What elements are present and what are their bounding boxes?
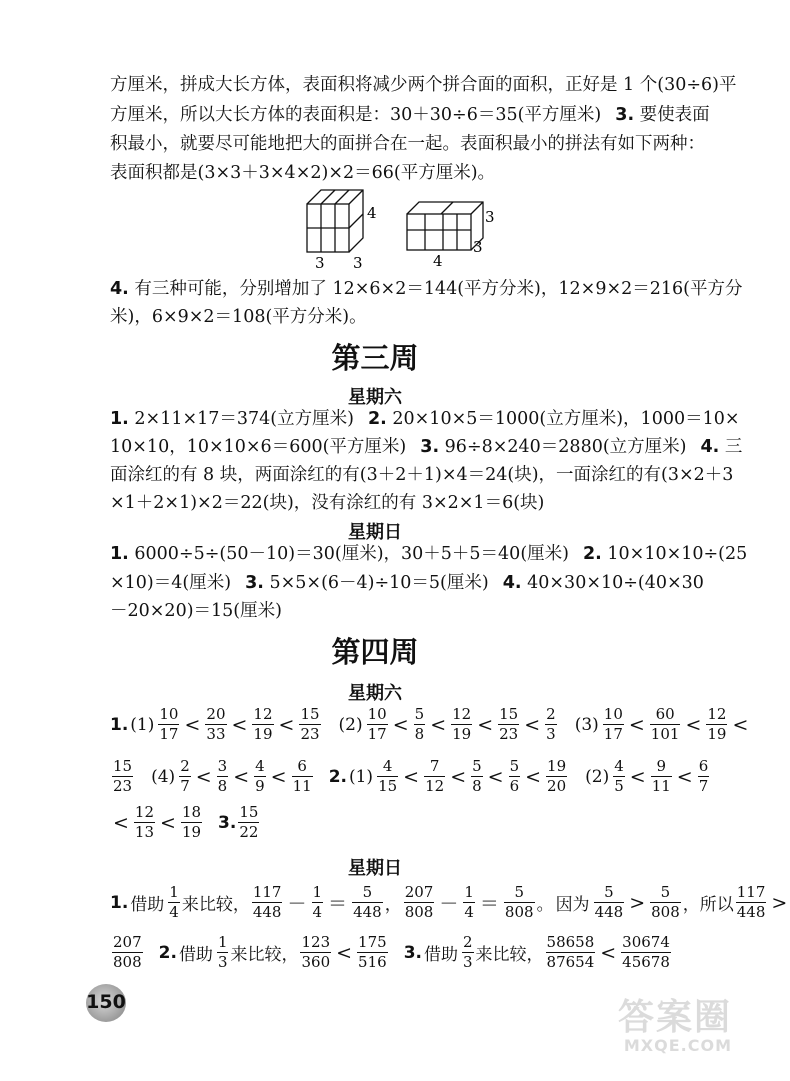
- fraction: [299, 706, 320, 743]
- denominator: 22: [239, 823, 259, 841]
- numerator: 5: [414, 705, 425, 723]
- text-line: [110, 434, 743, 460]
- page-number-badge: [86, 984, 126, 1022]
- less-than: <: [600, 941, 617, 964]
- numerator: 60: [655, 705, 675, 723]
- less-than: <: [403, 765, 420, 788]
- numerator: 117: [252, 883, 282, 901]
- denominator: 23: [499, 725, 519, 743]
- math-line: [110, 804, 261, 841]
- fraction: [621, 934, 671, 971]
- fraction: [404, 884, 435, 921]
- numerator: 9: [656, 757, 667, 775]
- fraction: [254, 758, 266, 795]
- fraction: [546, 758, 567, 795]
- fraction: [312, 884, 324, 921]
- dim-label: 3: [315, 254, 325, 272]
- fraction: [300, 934, 331, 971]
- page-number: 150: [86, 991, 126, 1013]
- text-span: 借助: [423, 945, 458, 965]
- numerator: 7: [429, 757, 440, 775]
- numerator: 10: [603, 705, 623, 723]
- denominator: 4: [464, 903, 474, 921]
- question-number: 2.: [158, 942, 177, 963]
- text-span: 6000÷5÷(50－10)＝30(厘米)，30＋5＋5＝40(厘米): [134, 544, 569, 564]
- day-title: 星期日: [348, 522, 402, 543]
- question-number: 2.: [328, 766, 347, 787]
- less-than: <: [233, 765, 250, 788]
- numerator: 30674: [622, 933, 670, 951]
- denominator: 17: [603, 725, 623, 743]
- question-number: 2.: [582, 544, 602, 564]
- denominator: 8: [472, 777, 482, 795]
- numerator: 10: [367, 705, 387, 723]
- text-line: 表面积都是(3×3＋3×4×2)×2＝66(平方厘米)。: [110, 163, 496, 183]
- part-label: (3): [574, 714, 599, 735]
- text-span: 因为: [555, 895, 590, 915]
- denominator: 87654: [546, 953, 595, 971]
- fraction: [424, 758, 445, 795]
- numerator: 6: [297, 757, 307, 775]
- denominator: 23: [113, 777, 133, 795]
- less-than: <: [477, 713, 494, 736]
- denominator: 9: [255, 777, 265, 795]
- text-line: [110, 406, 740, 432]
- cuboid-figure: [295, 182, 505, 270]
- text-span: 96÷8×240＝2880(立方厘米): [444, 437, 687, 457]
- denominator: 101: [650, 725, 680, 743]
- denominator: 808: [504, 903, 534, 921]
- question-number: 1.: [110, 714, 129, 735]
- math-line: [110, 758, 711, 795]
- fraction: [134, 804, 155, 841]
- dim-label: 3: [485, 208, 495, 226]
- watermark-text: 答案圈: [617, 997, 732, 1038]
- numerator: 5: [604, 883, 614, 901]
- text-span: 20×10×5＝1000(立方厘米)，1000＝10×: [392, 409, 740, 429]
- part-label: (1): [348, 766, 374, 787]
- question-number: 2.: [367, 409, 387, 429]
- numerator: 15: [300, 705, 320, 723]
- fraction: [414, 706, 426, 743]
- math-line: [110, 884, 790, 921]
- text-span: 有三种可能，分别增加了 12×6×2＝144(平方分米)，12×9×2＝216(平方分: [134, 279, 743, 299]
- fraction: [736, 884, 767, 921]
- text-line: 方厘米，拼成大长方体，表面积将减少两个拼合面的面积，正好是 1 个(30÷6)平: [110, 75, 737, 95]
- numerator: 117: [736, 883, 766, 901]
- less-than: <: [685, 713, 702, 736]
- numerator: 58658: [546, 933, 595, 951]
- day-title: 星期六: [348, 387, 402, 408]
- dim-label: 3: [473, 238, 483, 256]
- question-number: 3.: [420, 437, 440, 457]
- question-number: 1.: [110, 892, 129, 913]
- fraction: [546, 934, 596, 971]
- denominator: 8: [217, 777, 228, 795]
- fraction: [205, 706, 226, 743]
- fraction: [367, 706, 388, 743]
- math-line: [110, 934, 673, 971]
- numerator: 5: [509, 757, 520, 775]
- denominator: 808: [404, 903, 434, 921]
- denominator: 33: [206, 725, 226, 743]
- numerator: 4: [255, 757, 265, 775]
- text-span: 三: [724, 437, 743, 457]
- text-span: ×10)＝4(厘米): [110, 573, 232, 593]
- denominator: 19: [181, 823, 202, 841]
- numerator: 18: [181, 803, 202, 821]
- denominator: 12: [425, 777, 445, 795]
- denominator: 45678: [622, 953, 670, 971]
- denominator: 3: [546, 725, 556, 743]
- text-span: 2×11×17＝374(立方厘米): [134, 409, 354, 429]
- minus-sign: －: [287, 893, 307, 915]
- fraction: [498, 706, 519, 743]
- less-than: <: [270, 765, 287, 788]
- text-span: 借助: [130, 895, 165, 915]
- fraction: [377, 758, 398, 795]
- fraction: [463, 884, 475, 921]
- text-line: －20×20)＝15(厘米): [110, 601, 282, 621]
- numerator: 207: [404, 883, 434, 901]
- text-line: [110, 541, 748, 567]
- numerator: 15: [239, 803, 259, 821]
- denominator: 17: [159, 725, 179, 743]
- less-than: <: [487, 765, 504, 788]
- numerator: 3: [217, 757, 228, 775]
- text-span: 借助: [178, 945, 213, 965]
- less-than: <: [629, 765, 646, 788]
- fraction: [650, 706, 681, 743]
- fraction: [509, 758, 521, 795]
- question-number: 1.: [110, 544, 129, 564]
- question-number: 4.: [700, 437, 720, 457]
- denominator: 3: [462, 953, 473, 971]
- week-title: 第四周: [331, 635, 419, 669]
- numerator: 15: [499, 705, 519, 723]
- fraction: [650, 884, 681, 921]
- fraction: [352, 884, 383, 921]
- less-than: <: [160, 811, 176, 834]
- fraction: [217, 934, 229, 971]
- fraction: [252, 884, 283, 921]
- watermark-url: MXQE.COM: [623, 1036, 732, 1055]
- part-label: (2): [338, 714, 363, 735]
- math-line: [110, 706, 751, 743]
- part-label: (1): [130, 714, 155, 735]
- text-line: [110, 570, 704, 596]
- denominator: 5: [614, 777, 624, 795]
- fraction: [292, 758, 313, 795]
- denominator: 11: [292, 777, 312, 795]
- numerator: 207: [113, 933, 142, 951]
- fraction: [613, 758, 625, 795]
- numerator: 2: [180, 757, 190, 775]
- denominator: 7: [698, 777, 709, 795]
- fraction: [238, 804, 259, 841]
- week-title: 第三周: [331, 341, 419, 375]
- numerator: 12: [253, 705, 273, 723]
- numerator: 19: [547, 757, 567, 775]
- question-number: 3.: [403, 942, 422, 963]
- fraction: [179, 758, 191, 795]
- numerator: 12: [452, 705, 472, 723]
- numerator: 5: [660, 883, 671, 901]
- denominator: 448: [594, 903, 624, 921]
- dim-label: 4: [367, 204, 377, 222]
- denominator: 448: [736, 903, 766, 921]
- denominator: 13: [134, 823, 155, 841]
- dim-label: 3: [353, 254, 363, 272]
- text-span: 来比较，: [181, 895, 250, 915]
- text-line: [110, 102, 710, 128]
- text-span: 。: [536, 895, 554, 915]
- fraction: [471, 758, 483, 795]
- less-than: <: [278, 713, 295, 736]
- text-span: 10×10，10×10×6＝600(平方厘米): [110, 437, 407, 457]
- denominator: 8: [414, 725, 425, 743]
- less-than: <: [450, 765, 467, 788]
- question-number: 4.: [110, 279, 129, 299]
- denominator: 17: [367, 725, 387, 743]
- fraction: [112, 934, 143, 971]
- numerator: 2: [546, 705, 556, 723]
- fraction: [158, 706, 179, 743]
- less-than: <: [524, 713, 541, 736]
- numerator: 175: [358, 933, 387, 951]
- part-label: (2): [585, 766, 610, 787]
- fraction: [698, 758, 710, 795]
- fraction: [462, 934, 474, 971]
- equals-sign: ＝: [479, 893, 499, 915]
- fraction: [504, 884, 535, 921]
- greater-than: >: [629, 891, 646, 914]
- text-span: 要使表面: [639, 105, 710, 125]
- text-span: 5×5×(6－4)÷10＝5(厘米): [269, 573, 489, 593]
- numerator: 4: [382, 757, 393, 775]
- question-number: 3.: [615, 105, 635, 125]
- denominator: 4: [169, 903, 179, 921]
- numerator: 20: [206, 705, 226, 723]
- dim-label: 4: [433, 252, 443, 270]
- denominator: 6: [509, 777, 520, 795]
- question-number: 3.: [245, 573, 264, 593]
- fraction: [651, 758, 672, 795]
- text-span: 来比较，: [475, 945, 544, 965]
- less-than: <: [525, 765, 542, 788]
- denominator: 448: [252, 903, 282, 921]
- denominator: 808: [651, 903, 680, 921]
- numerator: 5: [514, 883, 525, 901]
- fraction: [451, 706, 472, 743]
- denominator: 3: [217, 953, 228, 971]
- text-span: 10×10×10÷(25: [607, 544, 748, 564]
- text-line: 积最小，就要尽可能地把大的面拼合在一起。表面积最小的拼法有如下两种：: [110, 134, 705, 154]
- text-line: 面涂红的有 8 块，两面涂红的有(3＋2＋1)×4＝24(块)，一面涂红的有(3×2＋3: [110, 465, 734, 485]
- less-than: <: [336, 941, 353, 964]
- fraction: [217, 758, 229, 795]
- denominator: 808: [113, 953, 142, 971]
- numerator: 1: [217, 933, 228, 951]
- denominator: 7: [180, 777, 190, 795]
- day-title: 星期六: [348, 683, 402, 704]
- denominator: 19: [452, 725, 472, 743]
- numerator: 10: [159, 705, 179, 723]
- minus-sign: －: [439, 893, 459, 915]
- text-span: ，所以: [682, 895, 734, 915]
- greater-than: >: [771, 891, 788, 914]
- fraction: [252, 706, 273, 743]
- fraction: [594, 884, 625, 921]
- text-span: 方厘米，所以大长方体的表面积是：30＋30÷6＝35(平方厘米): [110, 105, 602, 125]
- denominator: 4: [312, 903, 323, 921]
- numerator: 6: [698, 757, 709, 775]
- day-title: 星期日: [348, 858, 402, 879]
- denominator: 19: [253, 725, 273, 743]
- less-than: <: [184, 713, 201, 736]
- fraction: [112, 758, 133, 795]
- fraction: [706, 706, 727, 743]
- question-number: 3.: [218, 812, 237, 833]
- denominator: 20: [547, 777, 567, 795]
- watermark-logo: [586, 987, 736, 1057]
- part-label: (4): [151, 766, 176, 787]
- text-span: 40×30×10÷(40×30: [527, 573, 704, 593]
- text-line: [110, 276, 743, 302]
- text-line: 米)，6×9×2＝108(平方分米)。: [110, 307, 367, 327]
- less-than: <: [392, 713, 409, 736]
- equals-sign: ＝: [328, 893, 348, 915]
- less-than: <: [113, 811, 129, 834]
- numerator: 1: [169, 883, 179, 901]
- denominator: 516: [358, 953, 387, 971]
- numerator: 15: [113, 757, 133, 775]
- numerator: 1: [312, 883, 323, 901]
- fraction: [603, 706, 624, 743]
- less-than: <: [628, 713, 645, 736]
- text-span: 来比较，: [230, 945, 299, 965]
- less-than: <: [430, 713, 447, 736]
- numerator: 5: [362, 883, 373, 901]
- less-than: <: [231, 713, 248, 736]
- numerator: 123: [301, 933, 331, 951]
- text-line: ×1＋2×1)×2＝22(块)，没有涂红的有 3×2×1＝6(块): [110, 493, 545, 513]
- denominator: 15: [378, 777, 398, 795]
- denominator: 448: [353, 903, 382, 921]
- fraction: [181, 804, 202, 841]
- denominator: 23: [300, 725, 320, 743]
- numerator: 2: [462, 933, 473, 951]
- numerator: 4: [614, 757, 624, 775]
- denominator: 19: [707, 725, 727, 743]
- question-number: 4.: [502, 573, 522, 593]
- numerator: 1: [464, 883, 474, 901]
- numerator: 12: [707, 705, 727, 723]
- less-than: <: [676, 765, 693, 788]
- numerator: 12: [134, 803, 155, 821]
- fraction: [168, 884, 180, 921]
- less-than: <: [732, 713, 749, 736]
- fraction: [545, 706, 557, 743]
- text-span: ，: [384, 895, 402, 915]
- numerator: 5: [472, 757, 482, 775]
- denominator: 11: [651, 777, 671, 795]
- fraction: [357, 934, 388, 971]
- question-number: 1.: [110, 409, 129, 429]
- less-than: <: [195, 765, 212, 788]
- denominator: 360: [301, 953, 331, 971]
